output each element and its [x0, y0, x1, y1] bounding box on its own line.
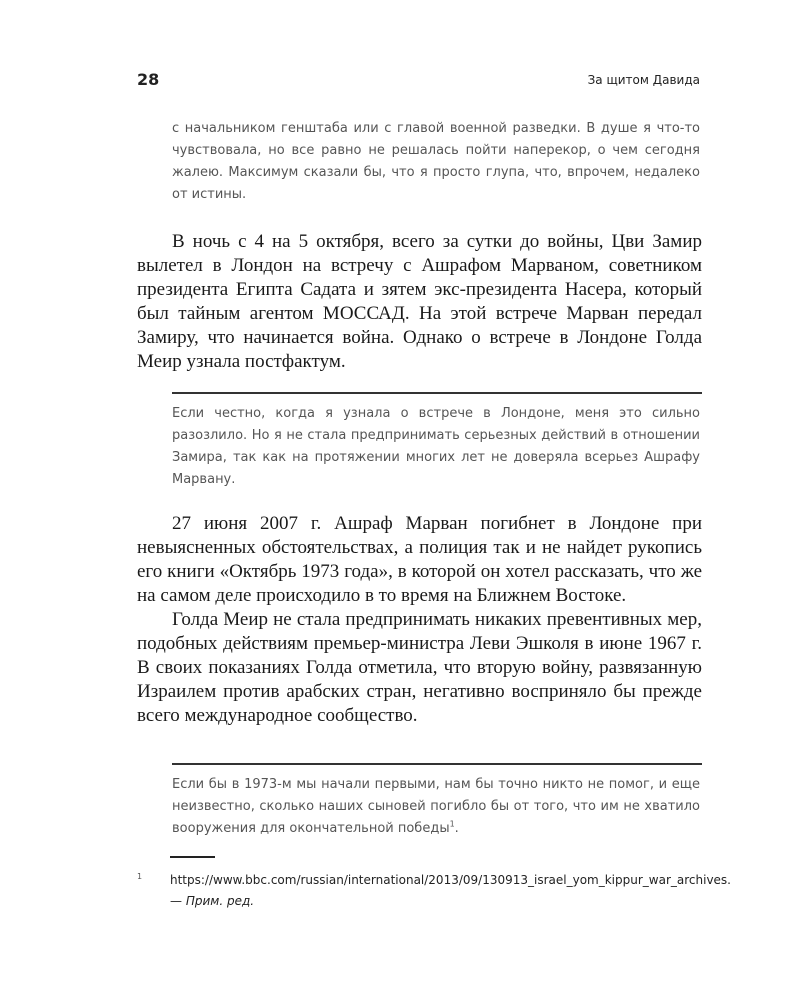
footnote-marker: 1 — [137, 872, 143, 881]
paragraph-text: Голда Меир не стала предпринимать никаких превентивных мер, подобных действиям премьер-министра Леви Эшколя в июне 1967 г. В своих показаниях Голда отметила, что вторую войну, развязанную Израилем против арабских стран, негативно восприняло бы прежде всего международное сообщество. — [137, 609, 702, 726]
footnote-divider — [170, 856, 215, 858]
quote-text: Если бы в 1973-м мы начали первыми, нам бы точно никто не помог, и еще неизвестно, сколько наших сыновей погибло бы от того, что им не хватило вооружения для окончательной победы$^1$. — [172, 777, 700, 836]
quote-text: Если честно, когда я узнала о встрече в Лондоне, меня это сильно разозлило. Но я не стала предпринимать серьезных действий в отношении Замира, так как на протяжении многих лет не доверяла всерьез Ашрафу Марвану. — [172, 406, 700, 487]
paragraph-text: 27 июня 2007 г. Ашраф Марван погибнет в Лондоне при невыясненных обстоятельствах, а полиция так и не найдет рукопись его книги «Октябрь 1973 года», в которой он хотел рассказать, что же на самом деле происходило в то время на Ближнем Востоке. — [137, 513, 702, 606]
running-head: За щитом Давида — [587, 73, 700, 87]
footnote-url[interactable]: https://www.bbc.com/russian/international/2013/09/130913_israel_yom_kippur_war_archives. — [170, 873, 731, 887]
footnote-note: Прим. ред. — [185, 894, 255, 908]
quote-divider-2 — [172, 763, 702, 765]
quote-block-1 — [172, 118, 700, 206]
quote-divider-1 — [172, 392, 702, 394]
quote-block-2 — [172, 403, 700, 491]
quote-text: с начальником генштаба или с главой военной разведки. В душе я что-то чувствовала, но все равно не решалась пойти наперекор, о чем сегодня жалею. Максимум сказали бы, что я просто глупа, что, впрочем, недалеко от истины. — [172, 121, 700, 202]
quote-block-3 — [172, 774, 700, 840]
paragraph-text: В ночь с 4 на 5 октября, всего за сутки до войны, Цви Замир вылетел в Лондон на встречу с Ашрафом Марваном, советником президента Египта Садата и зятем экс-президента Насера, который был тайным агентом МОССАД. На этой встрече Марван передал Замиру, что начинается война. Однако о встрече в Лондоне Голда Меир узнала постфактум. — [137, 231, 702, 372]
body-paragraph-group — [137, 512, 702, 728]
page-number: 28 — [137, 70, 160, 89]
footnote-reference[interactable]: 1 — [449, 819, 455, 829]
footnote: https://www.bbc.com/russian/international/2013/09/130913_israel_yom_kippur_war_archives. — Прим. ред. — [170, 873, 731, 908]
body-paragraph-1 — [137, 230, 702, 374]
